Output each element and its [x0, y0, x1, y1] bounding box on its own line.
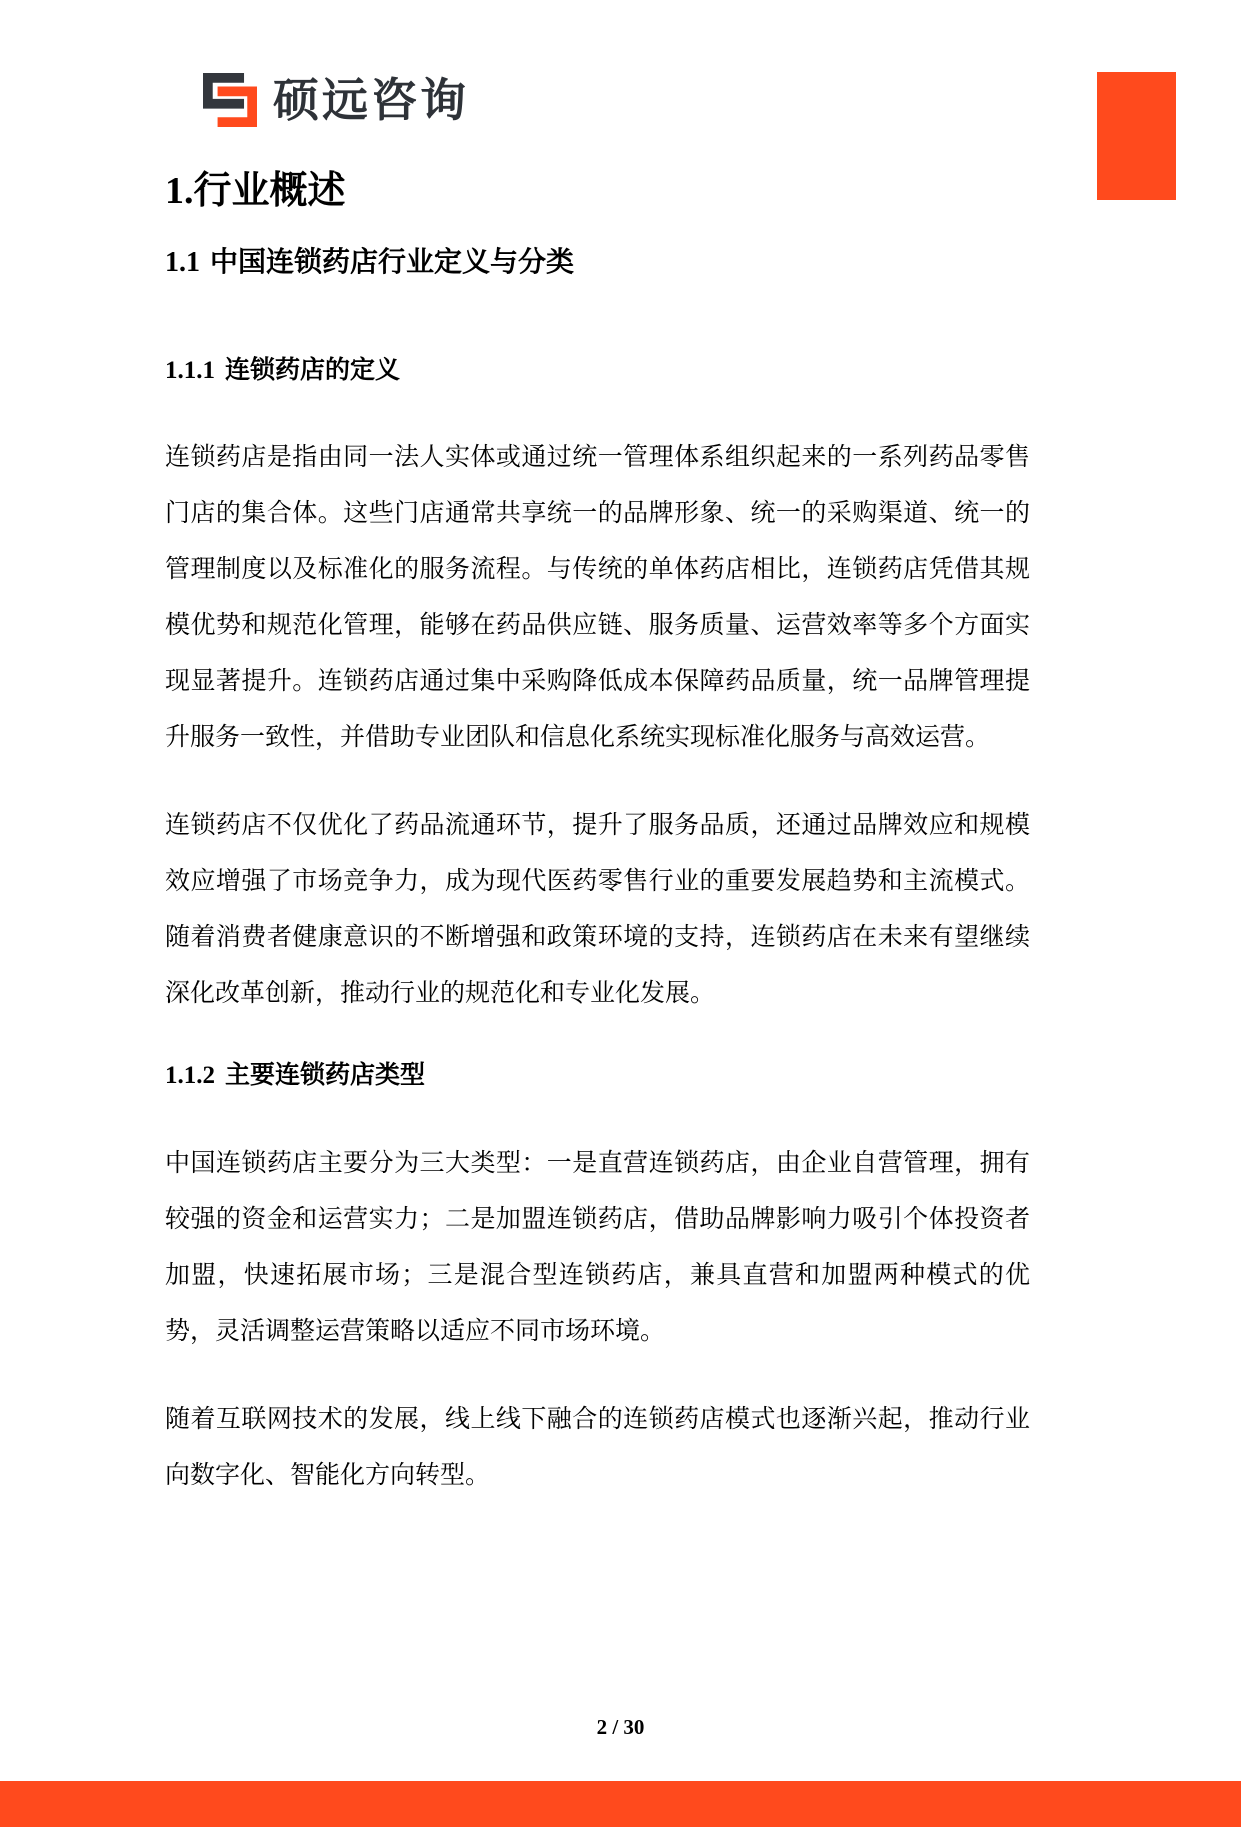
section-number: 1. — [165, 170, 194, 212]
subsubsection-heading-1-1-1 — [165, 354, 1030, 388]
subsubsection-heading-1-1-2 — [165, 1059, 1030, 1093]
subsubsection-number: 1.1.2 — [165, 1062, 215, 1089]
paragraph-types-1: 中国连锁药店主要分为三大类型：一是直营连锁药店，由企业自营管理，拥有较强的资金和运营实力；二是加盟连锁药店，借助品牌影响力吸引个体投资者加盟，快速拓展市场；三是混合型连锁药店，兼具直营和加盟两种模式的优势，灵活调整运营策略以适应不同市场环境。 — [165, 1148, 1030, 1345]
subsection-number: 1.1 — [165, 246, 200, 278]
document-body — [0, 168, 1241, 1503]
subsection-title: 中国连锁药店行业定义与分类 — [210, 245, 575, 277]
paragraph-types-2: 随着互联网技术的发展，线上线下融合的连锁药店模式也逐渐兴起，推动行业向数字化、智能化方向转型。 — [165, 1404, 1030, 1489]
paragraph-definition-1: 连锁药店是指由同一法人实体或通过统一管理体系组织起来的一系列药品零售门店的集合体。这些门店通常共享统一的品牌形象、统一的采购渠道、统一的管理制度以及标准化的服务流程。与传统的单体药店相比，连锁药店凭借其规模优势和规范化管理，能够在药品供应链、服务质量、运营效率等多个方面实现显著提升。连锁药店通过集中采购降低成本保障药品质量，统一品牌管理提升服务一致性，并借助专业团队和信息化系统实现标准化服务与高效运营。 — [165, 443, 1030, 751]
subsubsection-title: 连锁药店的定义 — [225, 355, 401, 384]
interlocked-squares-icon — [203, 72, 257, 128]
section-heading-1 — [165, 168, 1030, 216]
report-page — [0, 72, 1241, 1827]
subsubsection-number: 1.1.1 — [165, 356, 215, 384]
brand-name: 硕远咨询 — [273, 74, 469, 126]
page-number: 2 / 30 — [596, 1715, 645, 1739]
section-title: 行业概述 — [193, 170, 346, 212]
brand-logo — [203, 72, 1241, 128]
accent-rectangle-top-right — [1097, 72, 1176, 200]
subsubsection-title: 主要连锁药店类型 — [225, 1061, 426, 1089]
subsection-heading-1-1 — [165, 244, 1030, 280]
paragraph-definition-2: 连锁药店不仅优化了药品流通环节，提升了服务品质，还通过品牌效应和规模效应增强了市场竞争力，成为现代医药零售行业的重要发展趋势和主流模式。随着消费者健康意识的不断增强和政策环境的支持，连锁药店在未来有望继续深化改革创新，推动行业的规范化和专业化发展。 — [165, 811, 1030, 1007]
accent-bar-bottom — [0, 1781, 1241, 1827]
